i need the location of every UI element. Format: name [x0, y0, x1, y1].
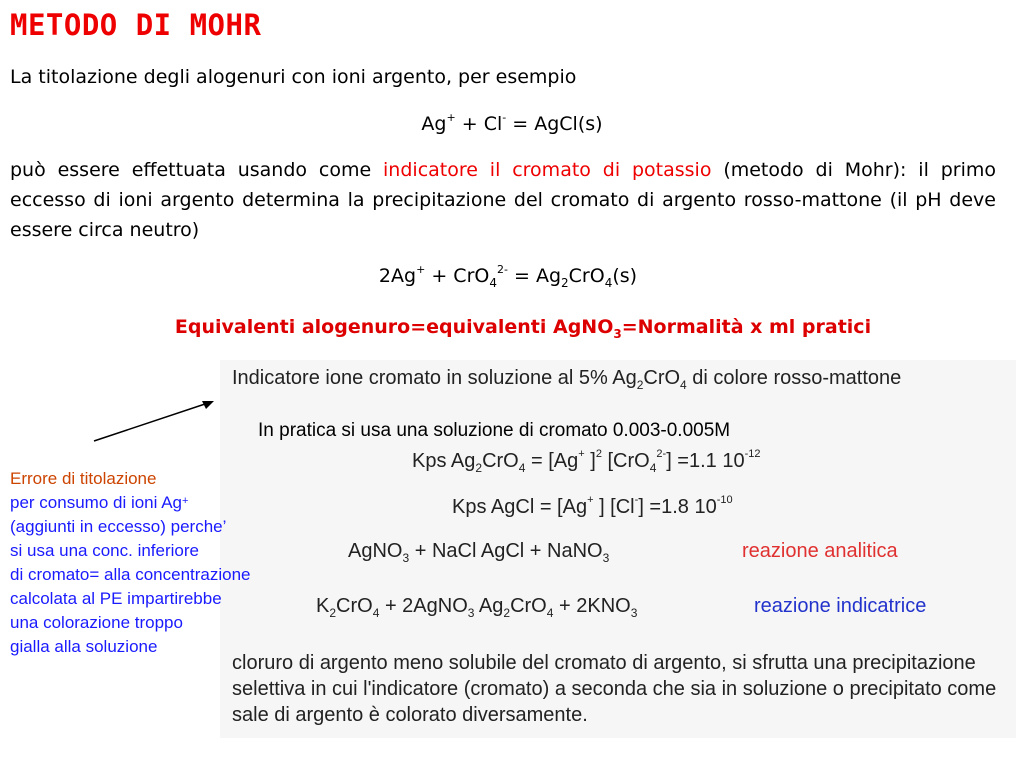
kps-silver-chloride: Kps AgCl = [Ag+ ] [Cl-] =1.8 $10^{-10}$ — [452, 494, 733, 518]
chloride-explanation: cloruro di argento meno solubile del cromato di argento, si sfrutta una precipitazione selettiva in cui l'indicatore (cromato) a seconda che sia in soluzione o precipitato come sale di argento è colorato diversamente. — [232, 652, 997, 726]
error-note-line: (aggiunti in eccesso) perche’ — [10, 517, 227, 536]
analytic-reaction: AgNO$_3$ + NaCl AgCl + NaNO$_3$ — [348, 540, 610, 565]
indicator-highlight: indicatore il cromato di potassio — [383, 159, 712, 181]
error-note-line: di cromato= alla concentrazione — [10, 565, 251, 584]
equivalents-statement: Equivalenti alogenuro=equivalenti AgNO$_3$=Normalità x ml pratici — [174, 316, 872, 341]
equation-silver-chromate: $2Ag^+ + CrO_4^{2-} = Ag_2CrO_4(s)$ — [378, 263, 638, 290]
indicator-reaction: $K_2CrO_4$ + 2AgNO$_3$ $Ag_2CrO_4 + 2KNO_3$ — [316, 595, 638, 620]
error-note-line: si usa una conc. inferiore — [10, 541, 199, 560]
error-note-line: una colorazione troppo — [10, 613, 183, 632]
indicator-reaction-label: reazione indicatrice — [754, 595, 927, 617]
arrow-icon — [90, 395, 220, 445]
intro-text: La titolazione degli alogenuri con ioni argento, per esempio — [10, 66, 577, 88]
error-note — [10, 467, 251, 659]
embedded-image — [220, 360, 1016, 738]
error-note-line: per consumo di ioni Ag+ — [10, 493, 189, 512]
indicator-description: Indicatore ione cromato in soluzione al 5% $Ag_2CrO_4$ di colore rosso-mattone — [232, 367, 902, 392]
error-note-line: calcolata al PE impartirebbe — [10, 589, 222, 608]
kps-silver-chromate: Kps $Ag_2CrO_4 = [Ag^+$ ]$^2$ [CrO$_4^{2-}$] =1.1 $10^{-12}$ — [412, 448, 761, 475]
analytic-reaction-label: reazione analitica — [742, 540, 898, 562]
equation-agcl: Ag+ + Cl- = AgCl(s) — [421, 111, 603, 135]
error-note-heading: Errore di titolazione — [10, 469, 157, 488]
practice-note: In pratica si usa una soluzione di cromato 0.003-0.005M — [258, 420, 731, 441]
method-paragraph: può essere effettuata usando come indicatore il cromato di potassio (metodo di Mohr): il primo eccesso di ioni argento determina la precipitazione del cromato di argento rosso-mattone (il pH deve essere circa neutro) — [10, 159, 996, 241]
page-title: METODO DI MOHR — [10, 8, 262, 42]
error-note-line: gialla alla soluzione — [10, 637, 158, 656]
